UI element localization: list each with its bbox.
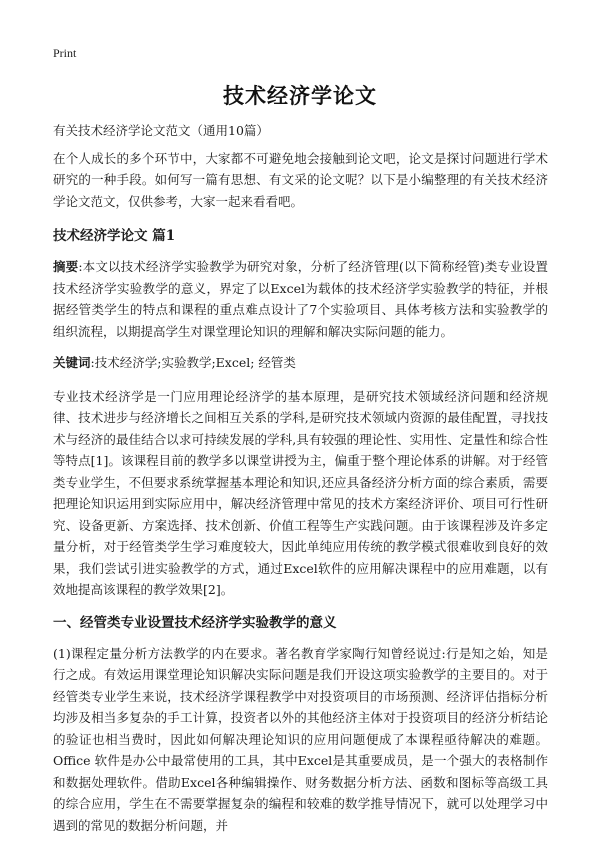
intro-paragraph: 在个人成长的多个环节中，大家都不可避免地会接触到论文吧，论文是探讨问题进行学术研究的一种手段。如何写一篇有思想、有文采的论文呢？以下是小编整理的有关技术经济学论文范文，仅供参考，大家一起来看看吧。 [53,150,548,209]
abstract-text: :本文以技术经济学实验教学为研究对象，分析了经济管理(以下简称经管)类专业设置技术经济学实验教学的意义，界定了以Excel为载体的技术经济学实验教学的特征，并根据经管类学生的特点和课程的重点难点设计了7个实验项目、具体考核方法和实验教学的组织流程，以期提高学生对课堂理论知识的理解和解决实际问题的能力。 [53,259,548,339]
document-body [53,120,548,848]
abstract-paragraph [53,256,548,342]
abstract-label: 摘要 [53,259,79,274]
body-paragraph-1: 专业技术经济学是一门应用理论经济学的基本原理，是研究技术领域经济问题和经济规律、技术进步与经济增长之间相互关系的学科,是研究技术领域内资源的最佳配置，寻找技术与经济的最佳结合以求可持续发展的学科,具有较强的理论性、实用性、定量性和综合性等特点[1]。该课程目前的教学多以课堂讲授为主，偏重于整个理论体系的讲解。对于经管类专业学生，不但要求系统掌握基本理论和知识,还应具备经济分析方面的综合素质，需要把理论知识运用到实际应用中，解决经济管理中常见的技术方案经济评价、项目可行性研究、设备更新、方案选择、技术创新、价值工程等生产实践问题。由于该课程涉及许多定量分析，对于经管类学生学习难度较大，因此单纯应用传统的教学模式很难收到良好的效果，我们尝试引进实验教学的方式，通过Excel软件的应用解决课程中的应用难题，以有效地提高该课程的教学效果[2]。 [53,388,548,597]
body-paragraph-2: (1)课程定量分析方法教学的内在要求。著名教育学家陶行知曾经说过:行是知之始，知是行之成。有效运用课堂理论知识解决实际问题是我们开设这项实验教学的主要目的。对于经管类专业学生来说，技术经济学课程教学中对投资项目的市场预测、经济评估指标分析均涉及相当多复杂的手工计算，投资者以外的其他经济主体对于投资项目的经济分析结论的验证也相当费时，因此如何解决理论知识的应用问题便成了本课程亟待解决的难题。Office 软件是办公中最常使用的工具，其中Excel是其重要成员，是一个强大的表格制作和数据处理软件。借助Excel各种编辑操作、财务数据分析方法、函数和图标等高级工具的综合应用，学生在不需要掌握复杂的编程和较难的数学推导情况下，就可以处理学习中遇到的常见的数据分析问题，并 [53,645,548,833]
document-subtitle: 有关技术经济学论文范文（通用10篇） [53,123,269,138]
section-heading-1: 技术经济学论文 篇1 [53,228,176,244]
keywords-label: 关键词 [53,355,91,370]
section-heading-2: 一、经管类专业设置技术经济学实验教学的意义 [53,614,337,631]
keywords-text: :技术经济学;实验教学;Excel; 经管类 [90,355,296,370]
page-title: 技术经济学论文 [223,83,377,108]
print-link[interactable]: Print [53,46,77,60]
keywords-paragraph [53,352,548,374]
